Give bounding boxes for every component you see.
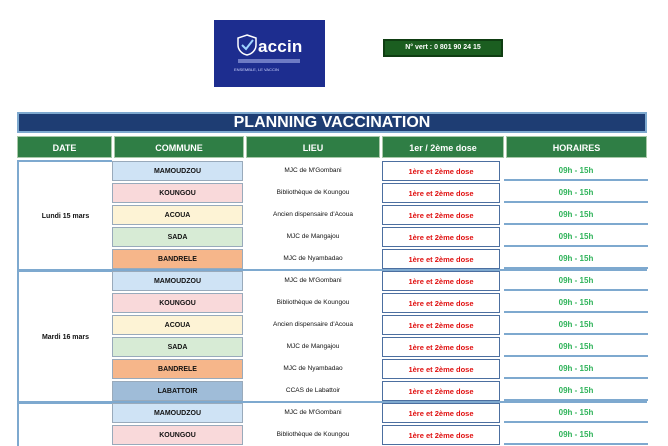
dose-cell: 1ère et 2ème dose — [382, 161, 500, 181]
lieu-cell: MJC de Mangajou — [286, 233, 340, 240]
shield-check-icon — [236, 34, 258, 56]
horaires-cell: 09h - 15h — [504, 293, 648, 313]
table-row — [112, 424, 648, 446]
lieu-cell: MJC de Nyambadao — [283, 255, 343, 262]
horaires-cell: 09h - 15h — [504, 381, 648, 401]
table-row — [112, 270, 648, 292]
dose-cell: 1ère et 2ème dose — [382, 227, 500, 247]
dose-cell: 1ère et 2ème dose — [382, 381, 500, 401]
commune-cell: BANDRELE — [112, 249, 243, 269]
header-lieu: LIEU — [246, 136, 380, 158]
table-row — [112, 248, 648, 270]
horaires-cell: 09h - 15h — [504, 425, 648, 445]
lieu-cell: MJC de Mangajou — [286, 343, 340, 350]
dose-cell: 1ère et 2ème dose — [382, 293, 500, 313]
lieu-cell: Ancien dispensaire d'Acoua — [272, 321, 353, 328]
horaires-cell: 09h - 15h — [504, 205, 648, 225]
commune-cell: MAMOUDZOU — [112, 271, 243, 291]
lieu-cell: MJC de M'Gombani — [284, 277, 342, 284]
header-commune: COMMUNE — [114, 136, 244, 158]
dose-cell: 1ère et 2ème dose — [382, 337, 500, 357]
horaires-cell: 09h - 15h — [504, 161, 648, 181]
table-row — [112, 358, 648, 380]
dose-cell: 1ère et 2ème dose — [382, 403, 500, 423]
dose-cell: 1ère et 2ème dose — [382, 425, 500, 445]
lieu-cell: CCAS de Labattoir — [285, 387, 341, 394]
table-row — [112, 226, 648, 248]
horaires-cell: 09h - 15h — [504, 359, 648, 379]
page-title: PLANNING VACCINATION — [17, 112, 647, 133]
dose-cell: 1ère et 2ème dose — [382, 271, 500, 291]
commune-cell: KOUNGOU — [112, 425, 243, 445]
horaires-cell: 09h - 15h — [504, 183, 648, 203]
dose-cell: 1ère et 2ème dose — [382, 183, 500, 203]
commune-cell: ACOUA — [112, 205, 243, 225]
dose-cell: 1ère et 2ème dose — [382, 249, 500, 269]
table-row — [112, 204, 648, 226]
dose-cell: 1ère et 2ème dose — [382, 315, 500, 335]
commune-cell: MAMOUDZOU — [112, 161, 243, 181]
lieu-cell: MJC de M'Gombani — [284, 409, 342, 416]
lieu-cell: Bibliothèque de Koungou — [276, 189, 350, 196]
table-row — [112, 292, 648, 314]
header-date: DATE — [17, 136, 112, 158]
commune-cell: MAMOUDZOU — [112, 403, 243, 423]
table-row — [112, 160, 648, 182]
table-row — [112, 336, 648, 358]
date-cell — [17, 402, 112, 446]
vaccin-logo — [214, 20, 325, 87]
dose-cell: 1ère et 2ème dose — [382, 205, 500, 225]
hotline-badge: N° vert : 0 801 90 24 15 — [383, 39, 503, 57]
header-horaires: HORAIRES — [506, 136, 647, 158]
commune-cell: ACOUA — [112, 315, 243, 335]
horaires-cell: 09h - 15h — [504, 271, 648, 291]
logo-underline — [238, 59, 300, 63]
horaires-cell: 09h - 15h — [504, 249, 648, 269]
lieu-cell: Ancien dispensaire d'Acoua — [272, 211, 353, 218]
commune-cell: KOUNGOU — [112, 183, 243, 203]
header-dose: 1er / 2ème dose — [382, 136, 504, 158]
horaires-cell: 09h - 15h — [504, 403, 648, 423]
commune-cell: BANDRELE — [112, 359, 243, 379]
lieu-cell: Bibliothèque de Koungou — [276, 299, 350, 306]
lieu-cell: MJC de Nyambadao — [283, 365, 343, 372]
horaires-cell: 09h - 15h — [504, 227, 648, 247]
table-row — [112, 182, 648, 204]
lieu-cell: MJC de M'Gombani — [284, 167, 342, 174]
logo-tagline: ENSEMBLE, LE VACCIN — [234, 67, 279, 72]
table-row — [112, 314, 648, 336]
commune-cell: SADA — [112, 227, 243, 247]
horaires-cell: 09h - 15h — [504, 337, 648, 357]
commune-cell: LABATTOIR — [112, 381, 243, 401]
date-cell: Lundi 15 mars — [17, 160, 112, 270]
table-row — [112, 380, 648, 402]
commune-cell: KOUNGOU — [112, 293, 243, 313]
table-row — [112, 402, 648, 424]
lieu-cell: Bibliothèque de Koungou — [276, 431, 350, 438]
date-cell: Mardi 16 mars — [17, 270, 112, 402]
dose-cell: 1ère et 2ème dose — [382, 359, 500, 379]
logo-wordmark: accin — [258, 37, 303, 56]
horaires-cell: 09h - 15h — [504, 315, 648, 335]
commune-cell: SADA — [112, 337, 243, 357]
